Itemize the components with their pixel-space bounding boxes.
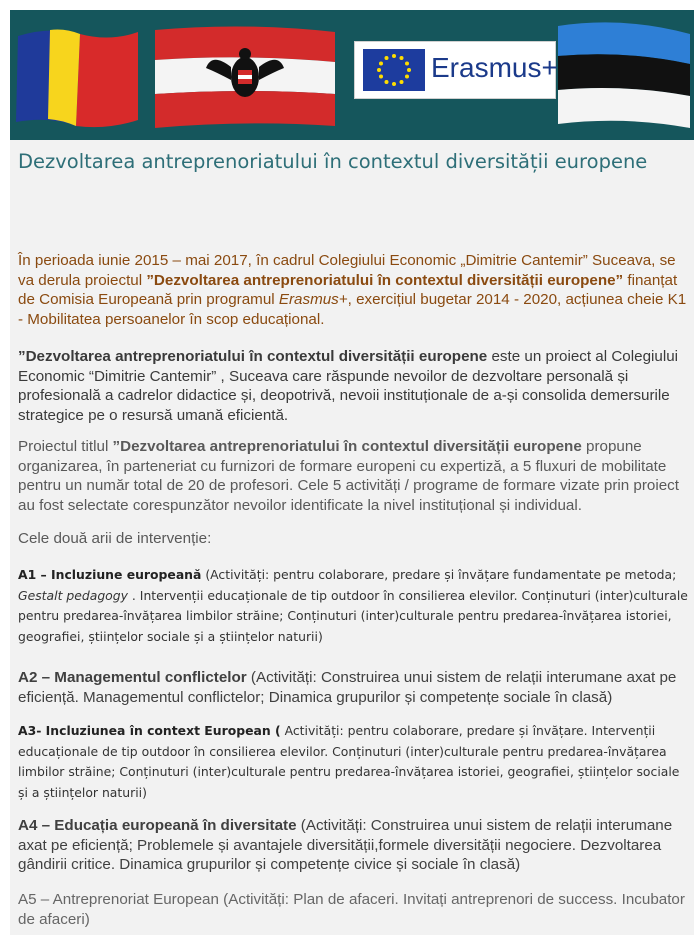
- intro-project-name: ”Dezvoltarea antreprenoriatului în contextul diversității europene”: [146, 271, 624, 289]
- area-a4: A4 – Educația europeană în diversitate (Activități: Construirea unui sistem de relații interumane axat pe eficiență; Problemele și avantajele diversității,formele diversității negociere. Dezvoltarea gândirii critice. Dinamica grupurilor și competențe civice și sociale în clasă): [18, 817, 673, 873]
- header-banner: [10, 10, 694, 140]
- area-a1: A1 – Incluziune europeană (Activități: pentru colaborare, predare și învățare fundamentate pe metoda; Gestalt pedagogy . Intervenții educaționale de tip outdoor în consilierea elevilor. Conținuturi (inter)culturale pentru predarea-învățarea limbilor străine; Conținuturi (inter)culturale pentru predarea-învățarea istoriei, geografiei, științelor sociale și a științelor naturii): [18, 567, 688, 644]
- austria-flag: [150, 22, 340, 134]
- eu-flag: [363, 49, 425, 91]
- intro-paragraph: În perioada iunie 2015 – mai 2017, în cadrul Colegiului Economic „Dimitrie Cantemir” Suceava, se va derula proiectul ”Dezvoltarea antreprenoriatului în contextul diversității europene” finanțat de Comisia Europeană prin programul Erasmus+, exercițiul bugetar 2014 - 2020, acțiunea cheie K1 - Mobilitatea persoanelor în scop educațional.: [18, 252, 687, 328]
- project-description-paragraph: ”Dezvoltarea antreprenoriatului în contextul diversității europene este un proiect al Colegiului Economic “Dimitrie Cantemir” , Suceava care răspunde nevoilor de dezvoltare personală și profesională a cadrelor didactice și, deopotrivă, nevoii instituționale de a-și consolida demersurile strategice pe o resursă umană eficientă.: [18, 348, 679, 424]
- page-title: Dezvoltarea antreprenoriatului în contextul diversității europene: [18, 150, 648, 173]
- estonia-flag: [554, 16, 694, 134]
- erasmus-logo-text: Erasmus+: [431, 52, 558, 83]
- area-a3: A3- Incluziunea în context European ( Activități: pentru colaborare, predare și învățare. Intervenții educaționale de tip outdoor în consilierea elevilor. Conținuturi (inter)culturale pentru predarea-învățarea limbilor străine; Conținuturi (inter)culturale pentru predarea-învățarea istoriei, geografiei, științelor sociale și a științelor naturii): [18, 723, 680, 800]
- project-title-paragraph: Proiectul titlul ”Dezvoltarea antreprenoriatului în contextul diversității europene propune organizarea, în parteneriat cu furnizori de formare europeni cu expertiză, a 5 fluxuri de mobilitate pentru un număr total de 20 de profesori. Cele 5 activități / programe de formare vizate prin proiect au fost selectate corespunzător nevoilor identificate la nivel instituțional și individual.: [18, 438, 679, 514]
- erasmus-logo: [354, 41, 556, 99]
- romania-flag: [10, 22, 145, 132]
- area-a5: A5 – Antreprenoriat European (Activități: Plan de afaceri. Invitați antreprenori de success. Incubator de afaceri): [18, 891, 685, 928]
- area-a2: A2 – Managementul conflictelor (Activități: Construirea unui sistem de relații interumane axat pe eficiență. Managementul conflictelor; Dinamica grupurilor și competențe sociale în clasă): [18, 669, 677, 706]
- intervention-areas-heading: Cele două arii de intervenție:: [18, 530, 212, 547]
- page: [10, 10, 694, 935]
